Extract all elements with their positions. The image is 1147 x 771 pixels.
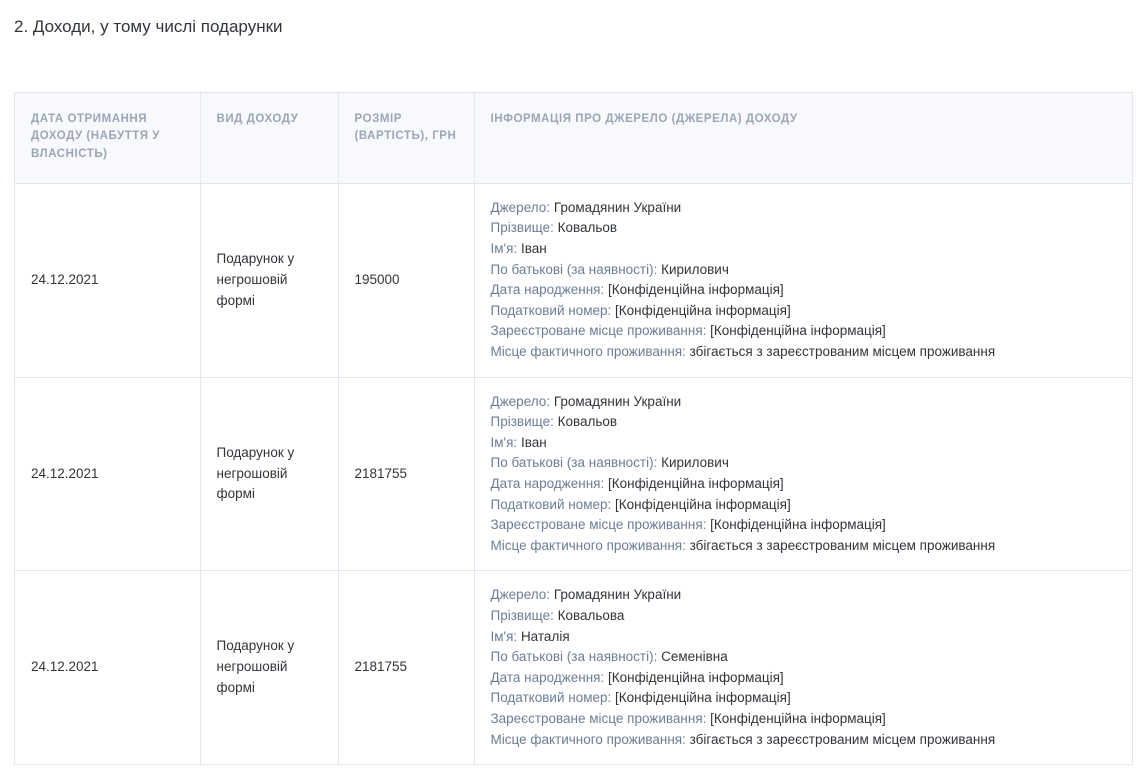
source-line xyxy=(491,342,1117,363)
source-value: Громадянин України xyxy=(553,199,682,215)
source-line xyxy=(491,239,1117,260)
cell-source-info xyxy=(474,183,1132,377)
source-label: Джерело: xyxy=(490,393,551,409)
column-header-amount: РОЗМІР (ВАРТІСТЬ), ГРН xyxy=(338,93,474,183)
source-line xyxy=(491,668,1117,689)
source-label: Зареєстроване місце проживання: xyxy=(490,517,707,533)
source-line xyxy=(491,321,1117,342)
source-value: [Конфіденційна інформація] xyxy=(615,690,791,706)
table-row xyxy=(15,377,1132,571)
column-header-type: ВИД ДОХОДУ xyxy=(200,93,338,183)
cell-date: 24.12.2021 xyxy=(15,377,200,571)
source-label: По батькові (за наявності): xyxy=(490,261,658,277)
source-line xyxy=(491,474,1117,495)
source-label: Зареєстроване місце проживання: xyxy=(490,710,707,726)
source-value: [Конфіденційна інформація] xyxy=(615,496,791,512)
source-value: Семенівна xyxy=(661,649,728,665)
source-label: Прізвище: xyxy=(490,414,554,430)
source-line xyxy=(491,218,1117,239)
source-label: Прізвище: xyxy=(490,220,554,236)
source-value: Кирилович xyxy=(661,261,729,277)
source-label: Місце фактичного проживання: xyxy=(490,731,686,747)
column-header-source: ІНФОРМАЦІЯ ПРО ДЖЕРЕЛО (ДЖЕРЕЛА) ДОХОДУ xyxy=(474,93,1132,183)
source-value: збігається з зареєстрованим місцем проживання xyxy=(689,731,996,747)
source-line xyxy=(491,392,1117,413)
table-header-row xyxy=(15,93,1132,183)
source-label: Ім'я: xyxy=(490,628,518,644)
source-line xyxy=(491,585,1117,606)
cell-income-type: Подарунок у негрошовій формі xyxy=(200,571,338,765)
source-value: Іван xyxy=(520,434,547,450)
source-value: [Конфіденційна інформація] xyxy=(615,302,791,318)
cell-amount: 2181755 xyxy=(338,571,474,765)
source-label: Джерело: xyxy=(490,199,551,215)
source-value: Ковальова xyxy=(557,607,625,623)
table-row xyxy=(15,571,1132,765)
source-value: збігається з зареєстрованим місцем проживання xyxy=(689,344,996,359)
source-label: Дата народження: xyxy=(490,282,605,298)
source-value: Наталія xyxy=(520,628,570,644)
source-label: Ім'я: xyxy=(490,241,518,257)
source-label: По батькові (за наявності): xyxy=(490,649,658,665)
income-table xyxy=(15,93,1132,765)
source-label: Дата народження: xyxy=(490,669,605,685)
source-value: Кирилович xyxy=(661,455,729,471)
source-label: Зареєстроване місце проживання: xyxy=(490,323,707,339)
column-header-date: ДАТА ОТРИМАННЯ ДОХОДУ (НАБУТТЯ У ВЛАСНІСТЬ) xyxy=(15,93,200,183)
source-line xyxy=(491,536,1117,557)
source-label: Джерело: xyxy=(490,587,551,603)
source-value: Громадянин України xyxy=(553,393,682,409)
source-value: [Конфіденційна інформація] xyxy=(607,475,784,491)
source-line xyxy=(491,495,1117,516)
table-header xyxy=(15,93,1132,183)
source-line xyxy=(491,688,1117,709)
source-label: Дата народження: xyxy=(490,475,605,491)
source-line xyxy=(491,198,1117,219)
income-table-container xyxy=(14,92,1133,765)
source-line xyxy=(491,412,1117,433)
source-value: [Конфіденційна інформація] xyxy=(710,710,886,726)
source-line xyxy=(491,515,1117,536)
cell-source-info xyxy=(474,377,1132,571)
cell-amount: 195000 xyxy=(338,183,474,377)
cell-income-type: Подарунок у негрошовій формі xyxy=(200,183,338,377)
source-line xyxy=(491,709,1117,730)
source-value: [Конфіденційна інформація] xyxy=(607,669,784,685)
source-value: [Конфіденційна інформація] xyxy=(710,323,886,339)
source-line xyxy=(491,627,1117,648)
source-value: [Конфіденційна інформація] xyxy=(710,517,886,533)
source-label: Місце фактичного проживання: xyxy=(490,537,686,553)
source-label: Ім'я: xyxy=(490,434,518,450)
source-value: Іван xyxy=(520,241,547,257)
cell-amount: 2181755 xyxy=(338,377,474,571)
source-label: Прізвище: xyxy=(490,607,554,623)
source-line xyxy=(491,606,1117,627)
cell-date: 24.12.2021 xyxy=(15,183,200,377)
source-label: Податковий номер: xyxy=(490,690,612,706)
cell-source-info xyxy=(474,571,1132,765)
source-line xyxy=(491,453,1117,474)
cell-income-type: Подарунок у негрошовій формі xyxy=(200,377,338,571)
table-row xyxy=(15,183,1132,377)
source-line xyxy=(491,301,1117,322)
source-line xyxy=(491,730,1117,751)
source-label: Місце фактичного проживання: xyxy=(490,344,686,359)
source-value: Ковальов xyxy=(557,414,618,430)
source-line xyxy=(491,280,1117,301)
page-title: 2. Доходи, у тому числі подарунки xyxy=(14,17,283,36)
source-label: Податковий номер: xyxy=(490,496,612,512)
table-body xyxy=(15,183,1132,764)
source-value: Ковальов xyxy=(557,220,618,236)
source-line xyxy=(491,260,1117,281)
source-label: Податковий номер: xyxy=(490,302,612,318)
cell-date: 24.12.2021 xyxy=(15,571,200,765)
source-value: Громадянин України xyxy=(553,587,682,603)
source-line xyxy=(491,433,1117,454)
source-value: [Конфіденційна інформація] xyxy=(607,282,784,298)
source-value: збігається з зареєстрованим місцем проживання xyxy=(689,537,996,553)
source-label: По батькові (за наявності): xyxy=(490,455,658,471)
source-line xyxy=(491,647,1117,668)
